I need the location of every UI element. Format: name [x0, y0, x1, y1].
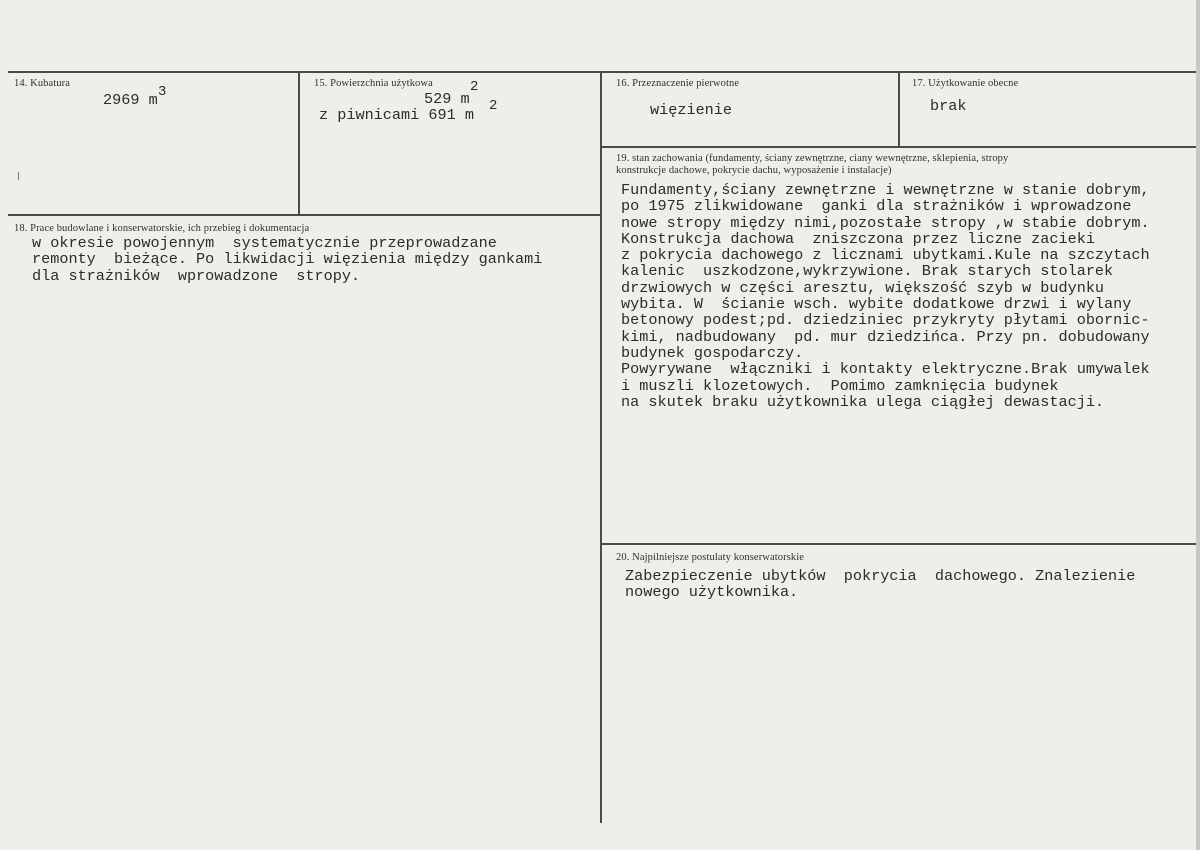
row1-rule-left [8, 214, 600, 216]
divider-16-17 [898, 71, 900, 147]
f19-label-line1: 19. stan zachowania (fundamenty, ściany zewnętrzne, ciany wewnętrzne, sklepienia, stropy [616, 153, 1009, 164]
f14-label: 14. Kubatura [14, 78, 71, 89]
f15-sup2: 2 [489, 98, 498, 114]
pencil-mark [18, 172, 19, 180]
f19-line: i muszli klozetowych. Pomimo zamknięcia budynek [621, 376, 1059, 395]
f18-text [32, 235, 542, 284]
f19-line: wybita. W ścianie wsch. wybite dodatkowe drzwi i wylany [621, 295, 1132, 314]
top-rule [8, 71, 1196, 73]
f18-line: w okresie powojennym systematycznie przeprowadzane [32, 234, 497, 252]
f19-line: drzwiowych w części aresztu, większość szyb w budynku [621, 278, 1105, 297]
f18-line: dla strażników wprowadzone stropy. [32, 266, 361, 285]
f16-value: więzienie [650, 101, 733, 119]
f15-value-line2: z piwnicami 691 m [319, 106, 474, 124]
f14-sup: 3 [158, 84, 167, 100]
f20-label: 20. Najpilniejsze postulaty konserwatorskie [616, 552, 805, 563]
f20-top-rule [600, 543, 1196, 545]
f17-value: brak [930, 97, 967, 115]
f14-value: 2969 m [103, 91, 158, 109]
f18-line: remonty bieżące. Po likwidacji więzienia między gankami [32, 250, 543, 269]
center-divider [600, 71, 602, 823]
f19-line: Powyrywane włączniki i kontakty elektryczne.Brak umywalek [621, 360, 1150, 379]
f15-value-line1: 529 m [424, 90, 470, 108]
f15-sup1: 2 [470, 79, 479, 95]
f19-line: Konstrukcja dachowa zniszczona przez liczne zacieki [621, 229, 1095, 248]
f20-line: Zabezpieczenie ubytków pokrycia dachowego. Znalezienie [625, 567, 1136, 585]
f19-line: Fundamenty,ściany zewnętrzne i wewnętrzne w stanie dobrym, [621, 181, 1150, 199]
f19-line: betonowy podest;pd. dziedziniec przykryty płytami obornic- [621, 311, 1150, 330]
f18-label: 18. Prace budowlane i konserwatorskie, ich przebieg i dokumentacja [14, 223, 310, 234]
f19-line: kalenic uszkodzone,wykrzywione. Brak starych stolarek [621, 262, 1114, 281]
f17-label: 17. Użytkowanie obecne [912, 78, 1019, 89]
f15-label: 15. Powierzchnia użytkowa [314, 78, 433, 89]
f19-line: nowe stropy między nimi,pozostałe stropy ,w stabie dobrym. [621, 213, 1150, 232]
f20-text [625, 568, 1135, 601]
f19-line: na skutek braku użytkownika ulega ciągłej dewastacji. [621, 392, 1105, 411]
f19-text [621, 182, 1150, 410]
f19-line: po 1975 zlikwidowane ganki dla strażników i wprowadzone [621, 197, 1132, 216]
f19-line: z pokrycia dachowego z licznami ubytkami.Kule na szczytach [621, 246, 1150, 265]
f19-line: budynek gospodarczy. [621, 343, 804, 362]
f16-label: 16. Przeznaczenie pierwotne [616, 78, 740, 89]
card-edge [1196, 0, 1200, 850]
f19-label-line2: konstrukcje dachowe, pokrycie dachu, wyposażenie i instalacje) [616, 165, 892, 176]
f19-line: kimi, nadbudowany pd. mur dziedzińca. Przy pn. dobudowany [621, 327, 1150, 346]
divider-14-15 [298, 71, 300, 215]
f20-line: nowego użytkownika. [625, 583, 799, 602]
